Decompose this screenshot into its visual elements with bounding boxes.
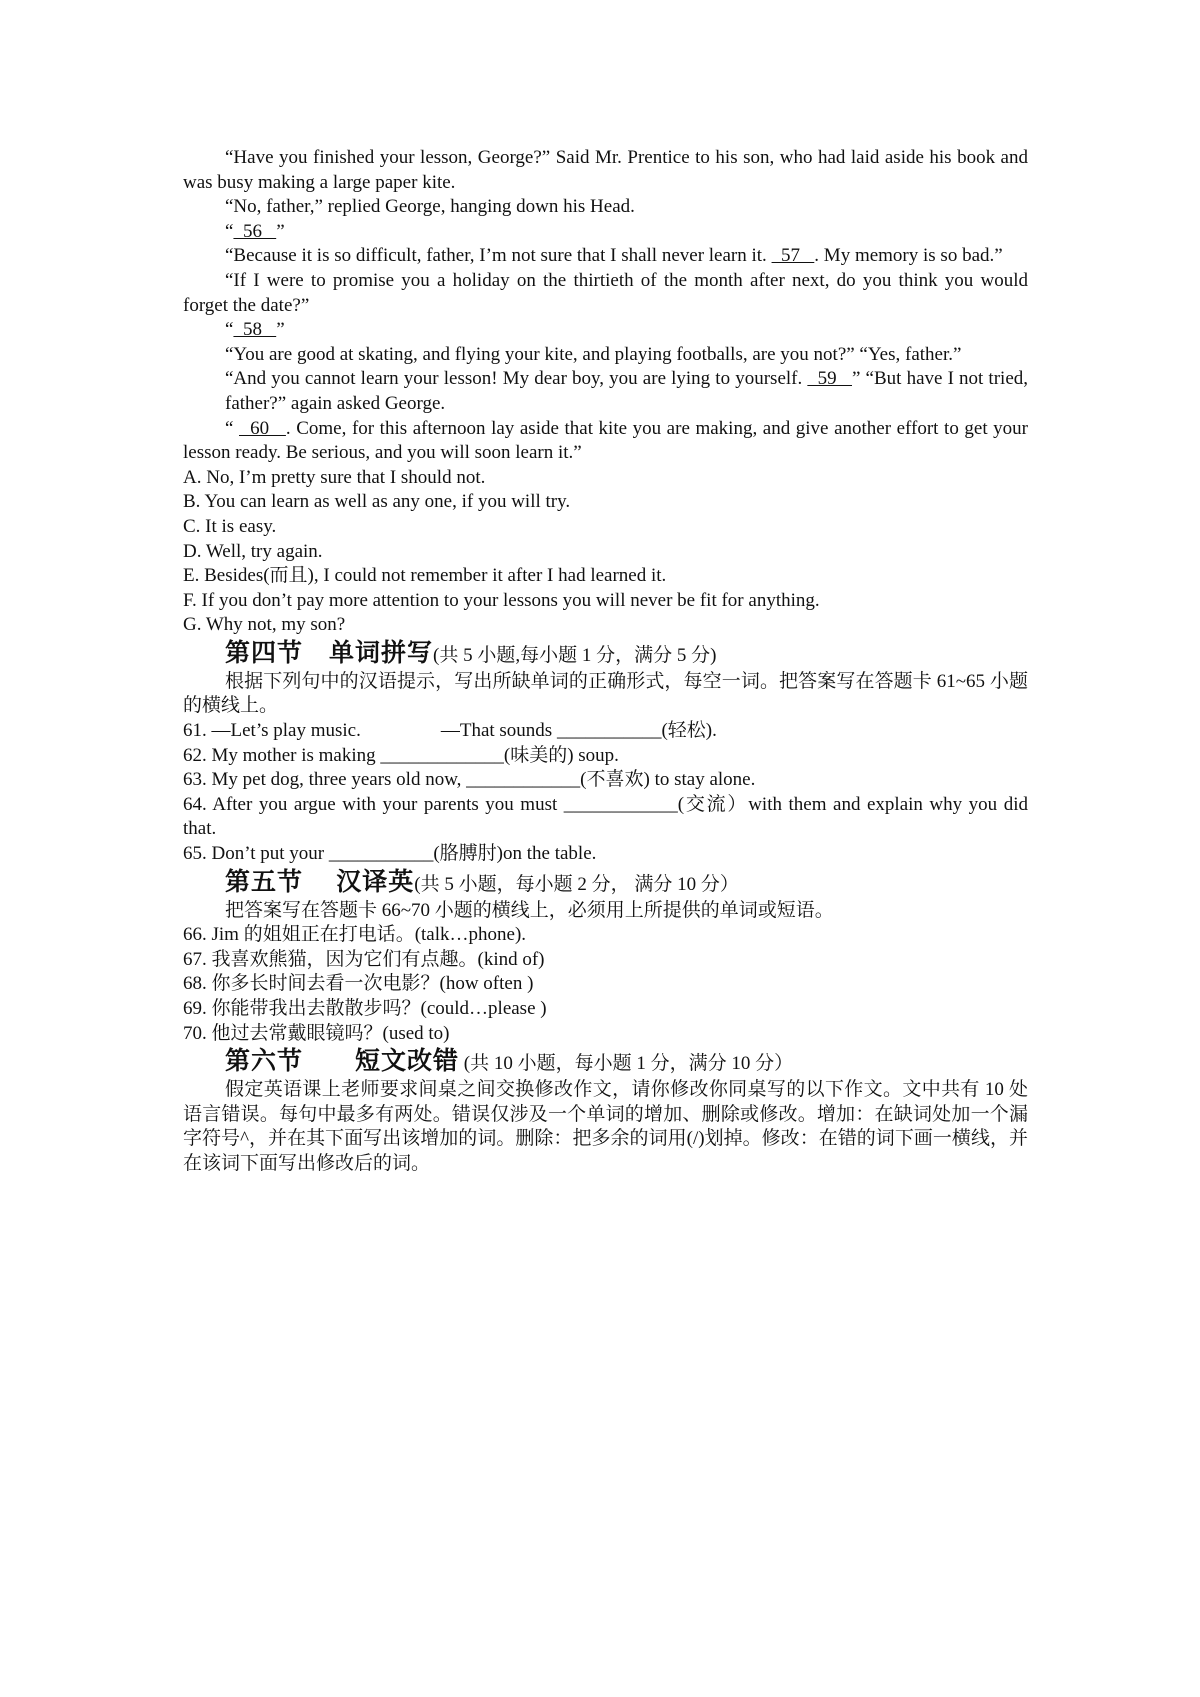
section-4-instruction: 根据下列句中的汉语提示，写出所缺单词的正确形式，每空一词。把答案写在答题卡 61~65 小题的横线上。 xyxy=(183,670,1028,717)
option-c: C. It is easy. xyxy=(183,515,277,537)
question-64: 64. After you argue with your parents you must ____________(交流）with them and explain why you did that. xyxy=(183,793,1028,840)
section-4-heading xyxy=(183,640,1028,670)
section-5-instruction: 把答案写在答题卡 66~70 小题的横线上，必须用上所提供的单词或短语。 xyxy=(225,899,834,921)
section-6-heading xyxy=(183,1048,1028,1078)
question-68: 68. 你多长时间去看一次电影？(how often ) xyxy=(183,973,534,995)
option-d: D. Well, try again. xyxy=(183,540,323,562)
question-69: 69. 你能带我出去散散步吗？(could…please ) xyxy=(183,998,547,1019)
option-g: G. Why not, my son? xyxy=(183,614,346,636)
question-61: 61. —Let’s play music. —That sounds ___________(轻松). xyxy=(183,720,717,742)
passage-paragraph-5: “If I were to promise you a holiday on the thirtieth of the month after next, do you think you would forget the date?” xyxy=(183,269,1028,316)
passage-paragraph-9: “ 60 . Come, for this afternoon lay aside that kite you are making, and give another effort to get your lesson ready. Be serious, and you will soon learn it.” xyxy=(183,417,1029,464)
option-a: A. No, I’m pretty sure that I should not. xyxy=(183,466,486,488)
passage-blank-58-line: “ 58 ” xyxy=(225,319,285,341)
question-62: 62. My mother is making _____________(味美的) soup. xyxy=(183,744,619,766)
blank-56: 56 xyxy=(233,220,277,242)
passage-paragraph-1: “Have you finished your lesson, George?” Said Mr. Prentice to his son, who had laid aside his book and was busy making a large paper kite. xyxy=(183,147,1028,193)
passage-paragraph-4: “Because it is so difficult, father, I’m not sure that I shall never learn it. 57 . My memory is so bad.” xyxy=(225,245,1003,267)
section-5-heading xyxy=(183,869,1028,899)
passage-paragraph-7: “You are good at skating, and flying your kite, and playing footballs, are you not?” “Yes, father.” xyxy=(225,343,962,365)
blank-57: 57 xyxy=(771,245,815,267)
section-4-title: 第四节 单词拼写 xyxy=(225,639,434,667)
option-f: F. If you don’t pay more attention to your lessons you will never be fit for anything. xyxy=(183,589,820,611)
section-5-note: (共 5 小题，每小题 2 分， 满分 10 分） xyxy=(414,873,739,895)
passage-paragraph-8: “And you cannot learn your lesson! My dear boy, you are lying to yourself. 59 ” “But have I not tried, father?” again asked George. xyxy=(225,368,1028,414)
section-6-note: (共 10 小题，每小题 1 分，满分 10 分） xyxy=(459,1053,794,1075)
question-65: 65. Don’t put your ___________(胳膊肘)on the table. xyxy=(183,843,597,865)
section-6-instruction: 假定英语课上老师要求间桌之间交换修改作文，请你修改你同桌写的以下作文。文中共有 10 处语言错误。每句中最多有两处。错误仅涉及一个单词的增加、删除或修改。增加：在缺词处加一个漏字符号^，并在其下面写出该增加的词。删除：把多余的词用(/)划掉。修改：在错的词下画一横线，并在该词下面写出修改后的词。 xyxy=(183,1079,1028,1174)
question-66: 66. Jim 的姐姐正在打电话。(talk…phone). xyxy=(183,924,527,946)
passage-paragraph-2: “No, father,” replied George, hanging down his Head. xyxy=(225,196,635,218)
question-67: 67. 我喜欢熊猫，因为它们有点趣。(kind of) xyxy=(183,948,545,970)
section-5-title: 第五节 汉译英 xyxy=(225,868,415,896)
blank-58: 58 xyxy=(233,319,277,341)
question-70: 70. 他过去常戴眼镜吗？(used to) xyxy=(183,1022,450,1044)
passage-blank-56-line: “ 56 ” xyxy=(225,220,285,242)
blank-60: 60 xyxy=(239,417,286,439)
section-4-note: (共 5 小题,每小题 1 分，满分 5 分) xyxy=(433,644,717,666)
option-b: B. You can learn as well as any one, if you will try. xyxy=(183,491,571,513)
question-63: 63. My pet dog, three years old now, ____________(不喜欢) to stay alone. xyxy=(183,769,756,791)
blank-59: 59 xyxy=(807,368,852,390)
document-page xyxy=(183,146,1028,1177)
option-e: E. Besides(而且), I could not remember it after I had learned it. xyxy=(183,565,667,587)
section-6-title: 第六节 短文改错 xyxy=(225,1048,460,1076)
